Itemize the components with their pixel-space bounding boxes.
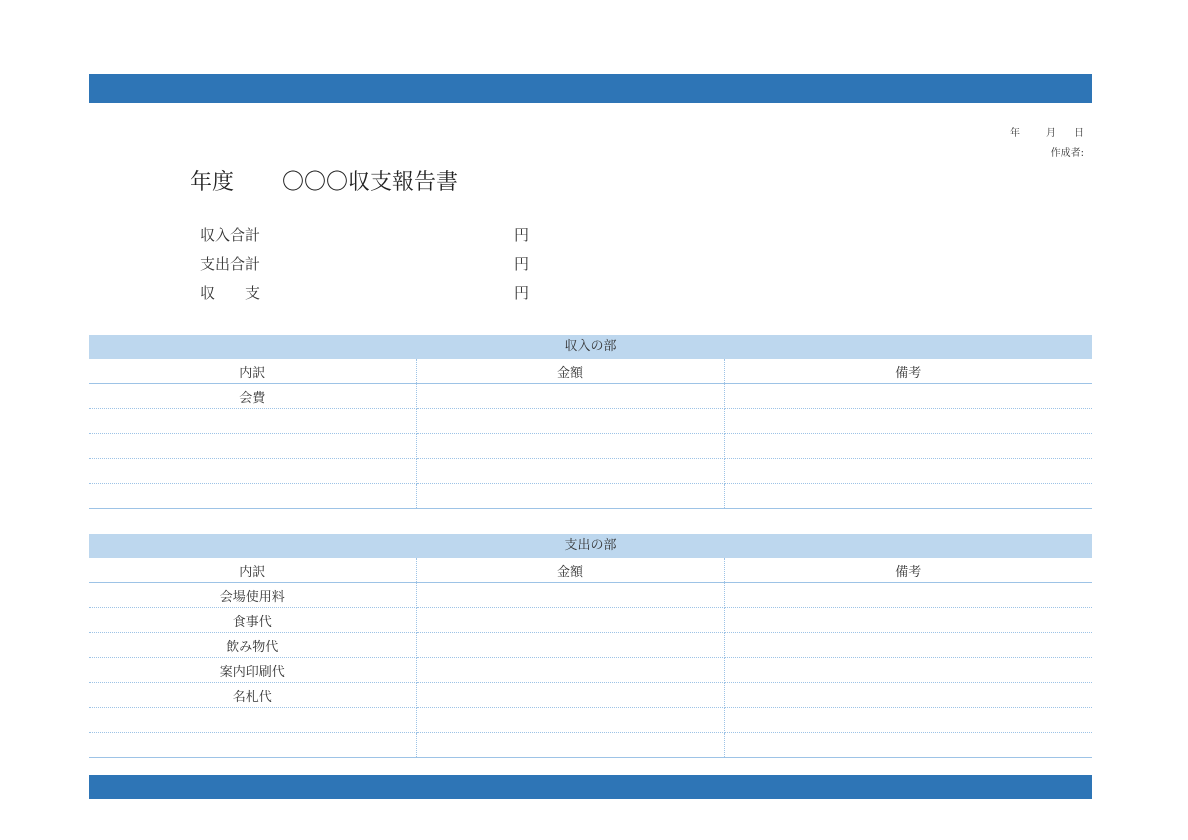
expense-table (89, 558, 1092, 758)
amount-cell[interactable] (416, 459, 724, 484)
date-month-label: 月 (1046, 128, 1056, 139)
income-section-heading: 収入の部 (89, 335, 1092, 359)
breakdown-cell[interactable]: 会場使用料 (89, 583, 416, 608)
summary-row-expense-total (200, 253, 540, 282)
table-row (89, 434, 1092, 459)
summary-unit: 円 (514, 255, 530, 273)
table-row (89, 409, 1092, 434)
amount-cell[interactable] (416, 384, 724, 409)
summary-label: 収 支 (200, 284, 261, 302)
remarks-cell[interactable] (724, 733, 1092, 758)
amount-cell[interactable] (416, 708, 724, 733)
amount-cell[interactable] (416, 608, 724, 633)
income-table (89, 359, 1092, 509)
breakdown-cell[interactable]: 飲み物代 (89, 633, 416, 658)
author-label: 作成者: (1050, 148, 1084, 159)
table-row (89, 658, 1092, 683)
remarks-cell[interactable] (724, 708, 1092, 733)
expense-section-heading: 支出の部 (89, 534, 1092, 558)
remarks-cell[interactable] (724, 384, 1092, 409)
top-color-band (89, 74, 1092, 103)
table-row (89, 459, 1092, 484)
remarks-cell[interactable] (724, 459, 1092, 484)
amount-cell[interactable] (416, 683, 724, 708)
column-header-amount: 金額 (416, 359, 724, 384)
summary-label: 支出合計 (200, 255, 261, 273)
column-header-amount: 金額 (416, 558, 724, 583)
breakdown-cell[interactable] (89, 708, 416, 733)
table-row (89, 733, 1092, 758)
remarks-cell[interactable] (724, 434, 1092, 459)
table-row (89, 683, 1092, 708)
column-header-breakdown: 内訳 (89, 558, 416, 583)
amount-cell[interactable] (416, 434, 724, 459)
date-day-label: 日 (1074, 128, 1084, 139)
summary-label: 収入合計 (200, 226, 261, 244)
amount-cell[interactable] (416, 484, 724, 509)
report-title (190, 165, 458, 196)
remarks-cell[interactable] (724, 683, 1092, 708)
summary-unit: 円 (514, 226, 530, 244)
amount-cell[interactable] (416, 733, 724, 758)
remarks-cell[interactable] (724, 658, 1092, 683)
breakdown-cell[interactable] (89, 733, 416, 758)
breakdown-cell[interactable]: 会費 (89, 384, 416, 409)
summary-block (200, 224, 540, 311)
summary-unit: 円 (514, 284, 530, 302)
table-row (89, 633, 1092, 658)
column-header-remarks: 備考 (724, 359, 1092, 384)
column-header-remarks: 備考 (724, 558, 1092, 583)
remarks-cell[interactable] (724, 633, 1092, 658)
breakdown-cell[interactable] (89, 459, 416, 484)
expense-section (89, 534, 1092, 758)
date-line (1010, 124, 1084, 139)
remarks-cell[interactable] (724, 409, 1092, 434)
amount-cell[interactable] (416, 658, 724, 683)
summary-row-balance (200, 282, 540, 311)
report-title-text: 〇〇〇収支報告書 (282, 170, 459, 195)
breakdown-cell[interactable]: 名札代 (89, 683, 416, 708)
table-row (89, 583, 1092, 608)
breakdown-cell[interactable] (89, 409, 416, 434)
fiscal-year-label: 年度 (190, 170, 235, 195)
amount-cell[interactable] (416, 583, 724, 608)
amount-cell[interactable] (416, 409, 724, 434)
column-header-breakdown: 内訳 (89, 359, 416, 384)
remarks-cell[interactable] (724, 484, 1092, 509)
table-row (89, 708, 1092, 733)
remarks-cell[interactable] (724, 583, 1092, 608)
breakdown-cell[interactable] (89, 434, 416, 459)
date-year-label: 年 (1010, 128, 1020, 139)
income-section (89, 335, 1092, 509)
breakdown-cell[interactable]: 食事代 (89, 608, 416, 633)
breakdown-cell[interactable]: 案内印刷代 (89, 658, 416, 683)
bottom-color-band (89, 775, 1092, 799)
table-row (89, 608, 1092, 633)
table-header-row (89, 359, 1092, 384)
table-row (89, 384, 1092, 409)
table-header-row (89, 558, 1092, 583)
amount-cell[interactable] (416, 633, 724, 658)
breakdown-cell[interactable] (89, 484, 416, 509)
summary-row-income-total (200, 224, 540, 253)
table-row (89, 484, 1092, 509)
remarks-cell[interactable] (724, 608, 1092, 633)
